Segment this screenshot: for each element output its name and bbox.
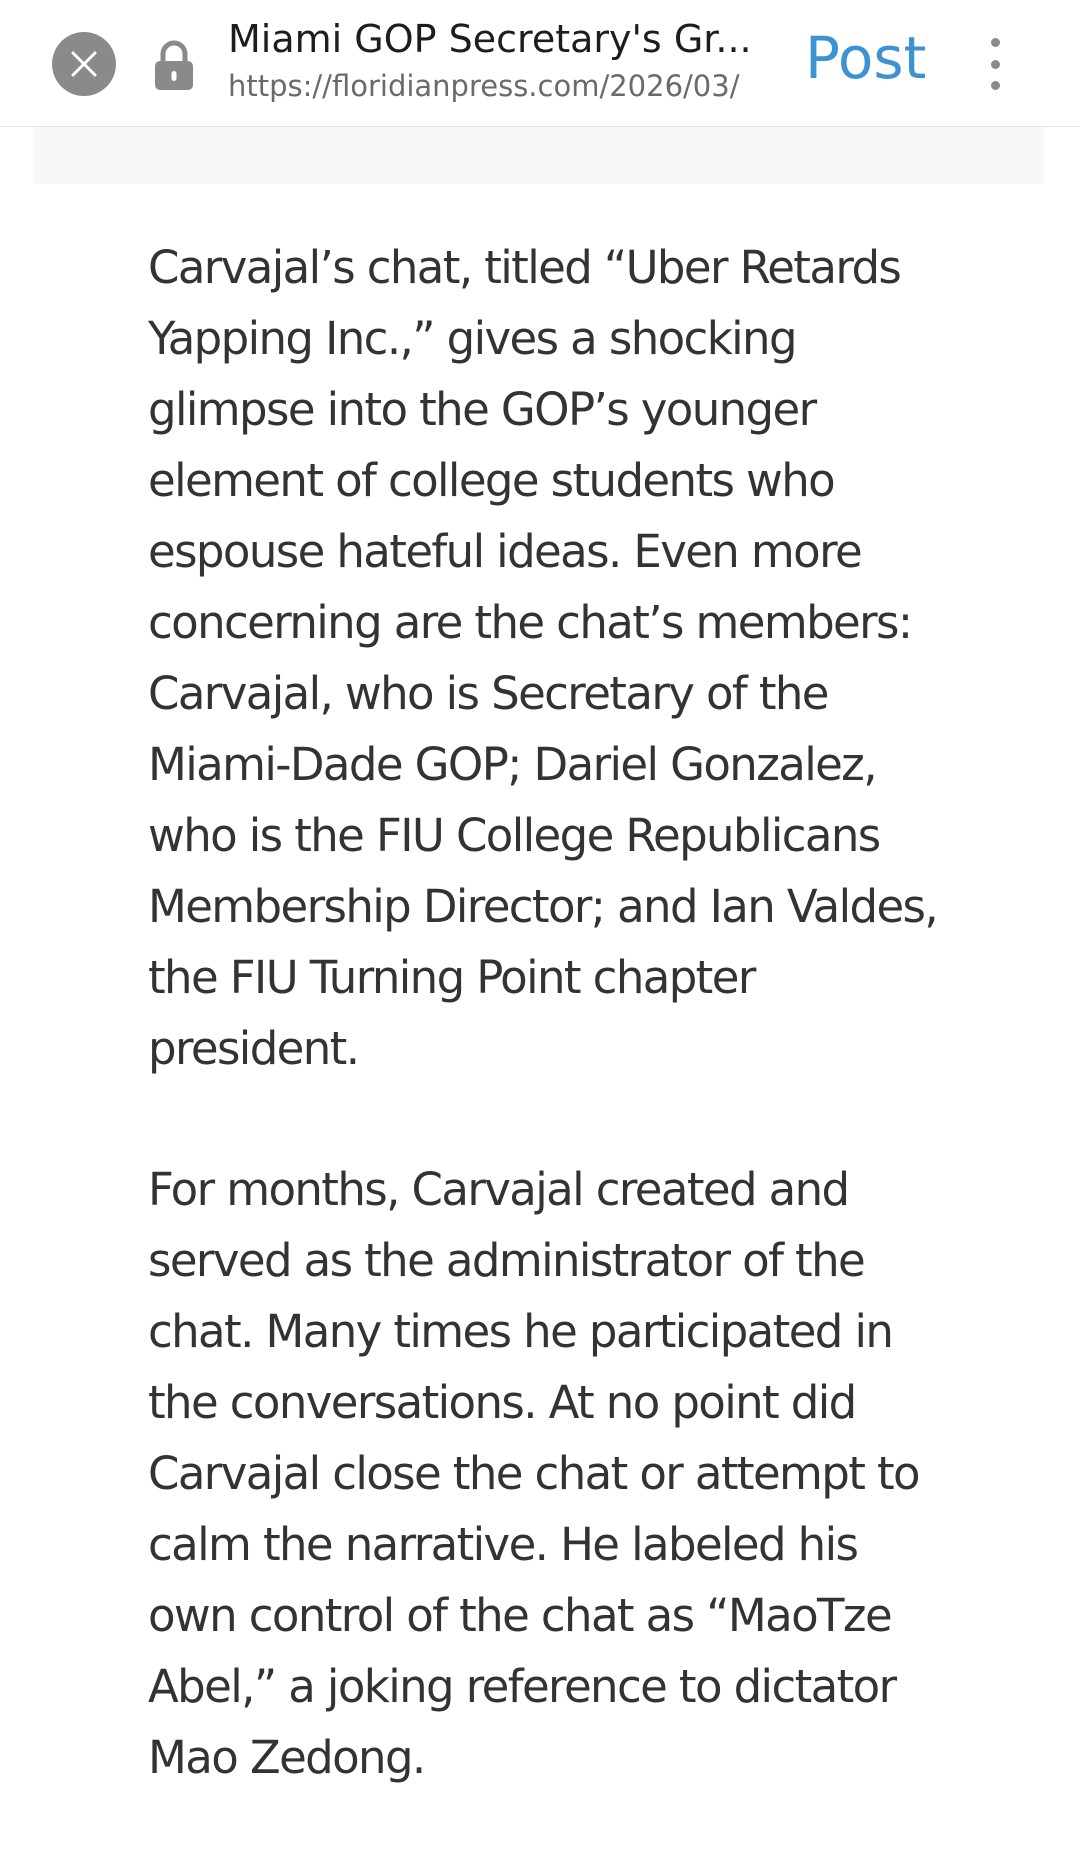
- page-url: https://floridianpress.com/2026/03/: [228, 69, 740, 103]
- lock-icon: [152, 40, 196, 92]
- more-vertical-icon[interactable]: [978, 38, 1012, 90]
- menu-dot: [991, 60, 1000, 69]
- page-info[interactable]: [228, 14, 776, 106]
- menu-dot: [991, 81, 1000, 90]
- close-button[interactable]: [52, 32, 116, 96]
- article-paragraph-2: For months, Carvajal created and served as the administrator of the chat. Many times he participated in the conversations. At no point did Carvajal close the chat or attempt to calm the narrative. He labeled his own control of the chat as “MaoTze Abel,” a joking reference to dictator Mao Zedong.: [148, 1163, 919, 1784]
- page-title: Miami GOP Secretary's Gr...: [228, 17, 752, 61]
- menu-dot: [991, 38, 1000, 47]
- post-button[interactable]: Post: [805, 24, 927, 92]
- article-body: [148, 232, 948, 1863]
- close-icon: [70, 50, 98, 78]
- article-paragraph-1: Carvajal’s chat, titled “Uber Retards Yapping Inc.,” gives a shocking glimpse into the GOP’s younger element of college students who espouse hateful ideas. Even more concerning are the chat’s members: Carvajal, who is Secretary of the Miami-Dade GOP; Dariel Gonzalez, who is the FIU College Republicans Membership Director; and Ian Valdes, the FIU Turning Point chapter president.: [148, 241, 938, 1075]
- browser-top-bar: [0, 0, 1080, 127]
